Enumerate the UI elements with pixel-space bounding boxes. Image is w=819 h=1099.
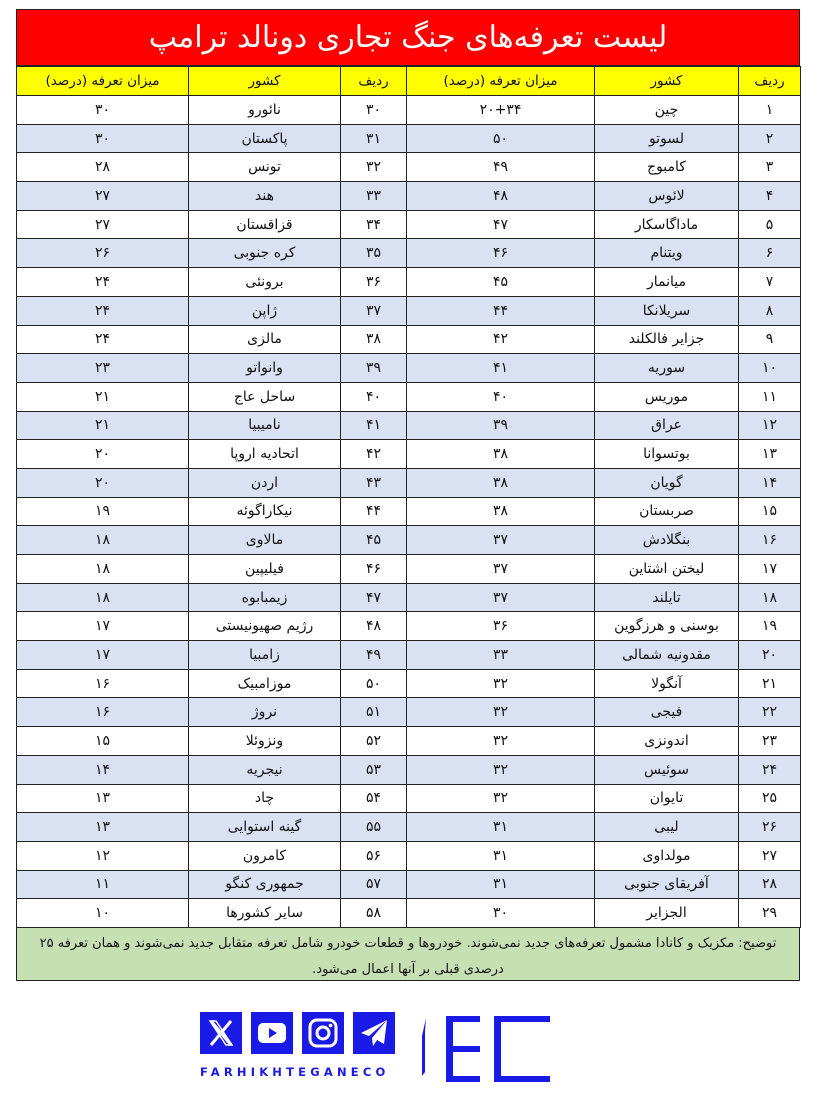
country-cell: نامیبیا [189, 411, 341, 440]
tariff-rate-cell: ۴۵ [407, 268, 595, 297]
country-cell: لیبی [595, 813, 739, 842]
table-row [17, 870, 801, 899]
country-cell: عراق [595, 411, 739, 440]
row-number-cell: ۵۶ [341, 841, 407, 870]
tariff-rate-cell: ۲۰ [17, 440, 189, 469]
footer-branding [200, 1012, 560, 1082]
tariff-rate-cell: ۱۳ [17, 784, 189, 813]
row-number-cell: ۲۹ [739, 899, 801, 928]
tariff-rate-cell: ۳۰ [407, 899, 595, 928]
table-row [17, 641, 801, 670]
tariff-rate-cell: ۱۶ [17, 669, 189, 698]
row-number-cell: ۱۹ [739, 612, 801, 641]
row-number-cell: ۳۸ [341, 325, 407, 354]
tariff-rate-cell: ۳۲ [407, 727, 595, 756]
country-cell: صربستان [595, 497, 739, 526]
row-number-cell: ۴۷ [341, 583, 407, 612]
tariff-rate-cell: ۳۲ [407, 784, 595, 813]
table-row [17, 182, 801, 211]
col-header-row-number: ردیف [341, 67, 407, 96]
country-cell: سوئیس [595, 755, 739, 784]
country-cell: نیکاراگوئه [189, 497, 341, 526]
table-row [17, 210, 801, 239]
tariff-rate-cell: ۲۰ [17, 468, 189, 497]
table-row [17, 411, 801, 440]
tariff-rate-cell: ۲۰+۳۴ [407, 96, 595, 125]
tariff-rate-cell: ۳۲ [407, 669, 595, 698]
tariff-sheet [16, 9, 800, 981]
col-header-rate: میزان تعرفه (درصد) [407, 67, 595, 96]
country-cell: نروژ [189, 698, 341, 727]
table-row [17, 382, 801, 411]
tariff-rate-cell: ۳۶ [407, 612, 595, 641]
country-cell: بوتسوانا [595, 440, 739, 469]
country-cell: تایوان [595, 784, 739, 813]
tariff-rate-cell: ۱۷ [17, 641, 189, 670]
table-row [17, 296, 801, 325]
col-header-country: کشور [189, 67, 341, 96]
row-number-cell: ۱۵ [739, 497, 801, 526]
tariff-rate-cell: ۲۱ [17, 411, 189, 440]
row-number-cell: ۸ [739, 296, 801, 325]
table-row [17, 268, 801, 297]
tariff-rate-cell: ۱۳ [17, 813, 189, 842]
country-cell: اندونزی [595, 727, 739, 756]
country-cell: میانمار [595, 268, 739, 297]
table-row [17, 239, 801, 268]
row-number-cell: ۴۰ [341, 382, 407, 411]
tariff-rate-cell: ۴۰ [407, 382, 595, 411]
row-number-cell: ۵۴ [341, 784, 407, 813]
table-row [17, 841, 801, 870]
tariff-rate-cell: ۳۰ [17, 96, 189, 125]
tariff-rate-cell: ۴۷ [407, 210, 595, 239]
country-cell: اتحادیه اروپا [189, 440, 341, 469]
country-cell: لیختن اشتاین [595, 555, 739, 584]
tariff-rate-cell: ۲۷ [17, 210, 189, 239]
tariff-rate-cell: ۱۷ [17, 612, 189, 641]
col-header-rate: میزان تعرفه (درصد) [17, 67, 189, 96]
table-row [17, 153, 801, 182]
tariff-rate-cell: ۲۷ [17, 182, 189, 211]
tariff-rate-cell: ۳۸ [407, 497, 595, 526]
row-number-cell: ۱۸ [739, 583, 801, 612]
tariff-rate-cell: ۳۲ [407, 698, 595, 727]
tariff-rate-cell: ۱۰ [17, 899, 189, 928]
instagram-icon[interactable] [302, 1012, 344, 1054]
tariff-rate-cell: ۴۸ [407, 182, 595, 211]
tariff-rate-cell: ۳۱ [407, 813, 595, 842]
row-number-cell: ۱۴ [739, 468, 801, 497]
tariff-rate-cell: ۳۷ [407, 555, 595, 584]
row-number-cell: ۱۷ [739, 555, 801, 584]
row-number-cell: ۳۱ [341, 124, 407, 153]
tariff-rate-cell: ۴۲ [407, 325, 595, 354]
country-cell: مالاوی [189, 526, 341, 555]
tariff-rate-cell: ۱۴ [17, 755, 189, 784]
row-number-cell: ۱۱ [739, 382, 801, 411]
country-cell: فیلیپین [189, 555, 341, 584]
country-cell: لسوتو [595, 124, 739, 153]
table-row [17, 727, 801, 756]
country-cell: چاد [189, 784, 341, 813]
country-cell: برونئی [189, 268, 341, 297]
country-cell: لائوس [595, 182, 739, 211]
tariff-rate-cell: ۱۱ [17, 870, 189, 899]
country-cell: ماداگاسکار [595, 210, 739, 239]
table-row [17, 555, 801, 584]
row-number-cell: ۲ [739, 124, 801, 153]
row-number-cell: ۹ [739, 325, 801, 354]
table-row [17, 497, 801, 526]
country-cell: ونزوئلا [189, 727, 341, 756]
row-number-cell: ۵۲ [341, 727, 407, 756]
country-cell: الجزایر [595, 899, 739, 928]
tariff-rate-cell: ۴۹ [407, 153, 595, 182]
row-number-cell: ۵۸ [341, 899, 407, 928]
row-number-cell: ۵ [739, 210, 801, 239]
row-number-cell: ۵۰ [341, 669, 407, 698]
country-cell: اردن [189, 468, 341, 497]
row-number-cell: ۴۵ [341, 526, 407, 555]
row-number-cell: ۵۱ [341, 698, 407, 727]
tariff-rate-cell: ۳۲ [407, 755, 595, 784]
country-cell: قزاقستان [189, 210, 341, 239]
table-row [17, 784, 801, 813]
telegram-icon[interactable] [353, 1012, 395, 1054]
row-number-cell: ۲۴ [739, 755, 801, 784]
row-number-cell: ۵۳ [341, 755, 407, 784]
table-row [17, 124, 801, 153]
row-number-cell: ۳ [739, 153, 801, 182]
country-cell: تونس [189, 153, 341, 182]
tariff-rate-cell: ۲۴ [17, 325, 189, 354]
country-cell: مقدونیه شمالی [595, 641, 739, 670]
row-number-cell: ۴۲ [341, 440, 407, 469]
country-cell: ویتنام [595, 239, 739, 268]
country-cell: مالزی [189, 325, 341, 354]
country-cell: کامرون [189, 841, 341, 870]
row-number-cell: ۳۰ [341, 96, 407, 125]
country-cell: آنگولا [595, 669, 739, 698]
country-cell: فیجی [595, 698, 739, 727]
tariff-rate-cell: ۵۰ [407, 124, 595, 153]
tariff-rate-cell: ۲۸ [17, 153, 189, 182]
tariff-rate-cell: ۴۱ [407, 354, 595, 383]
country-cell: مولداوی [595, 841, 739, 870]
row-number-cell: ۳۷ [341, 296, 407, 325]
tariff-table [16, 66, 801, 928]
country-cell: سریلانکا [595, 296, 739, 325]
sheet-title: لیست تعرفه‌های جنگ تجاری دونالد ترامپ [16, 9, 800, 66]
country-cell: آفریقای جنوبی [595, 870, 739, 899]
table-body [17, 96, 801, 928]
country-cell: بوسنی و هرزگوین [595, 612, 739, 641]
country-cell: چین [595, 96, 739, 125]
table-row [17, 813, 801, 842]
country-cell: زیمبابوه [189, 583, 341, 612]
row-number-cell: ۴۸ [341, 612, 407, 641]
country-cell: پاکستان [189, 124, 341, 153]
tariff-rate-cell: ۴۶ [407, 239, 595, 268]
tariff-rate-cell: ۳۷ [407, 583, 595, 612]
tariff-rate-cell: ۱۵ [17, 727, 189, 756]
row-number-cell: ۶ [739, 239, 801, 268]
table-row [17, 468, 801, 497]
country-cell: کامبوج [595, 153, 739, 182]
country-cell: هند [189, 182, 341, 211]
row-number-cell: ۲۲ [739, 698, 801, 727]
table-row [17, 669, 801, 698]
x-icon[interactable] [200, 1012, 242, 1054]
row-number-cell: ۱۰ [739, 354, 801, 383]
country-cell: جزایر فالکلند [595, 325, 739, 354]
row-number-cell: ۱۶ [739, 526, 801, 555]
table-header-row [17, 67, 801, 96]
country-cell: بنگلادش [595, 526, 739, 555]
row-number-cell: ۲۳ [739, 727, 801, 756]
country-cell: کره جنوبی [189, 239, 341, 268]
country-cell: گینه استوایی [189, 813, 341, 842]
row-number-cell: ۴ [739, 182, 801, 211]
tariff-rate-cell: ۱۸ [17, 555, 189, 584]
tariff-rate-cell: ۲۳ [17, 354, 189, 383]
tariff-rate-cell: ۳۹ [407, 411, 595, 440]
country-cell: رژیم صهیونیستی [189, 612, 341, 641]
row-number-cell: ۷ [739, 268, 801, 297]
tariff-rate-cell: ۱۹ [17, 497, 189, 526]
country-cell: نیجریه [189, 755, 341, 784]
row-number-cell: ۳۲ [341, 153, 407, 182]
tariff-rate-cell: ۳۰ [17, 124, 189, 153]
row-number-cell: ۲۰ [739, 641, 801, 670]
country-cell: نائورو [189, 96, 341, 125]
table-row [17, 583, 801, 612]
country-cell: موزامبیک [189, 669, 341, 698]
tariff-rate-cell: ۲۴ [17, 268, 189, 297]
row-number-cell: ۴۹ [341, 641, 407, 670]
row-number-cell: ۴۶ [341, 555, 407, 584]
country-cell: زامبیا [189, 641, 341, 670]
row-number-cell: ۳۶ [341, 268, 407, 297]
country-cell: وانواتو [189, 354, 341, 383]
ec-logo [418, 1012, 558, 1082]
row-number-cell: ۵۵ [341, 813, 407, 842]
tariff-rate-cell: ۳۱ [407, 841, 595, 870]
tariff-rate-cell: ۳۷ [407, 526, 595, 555]
tariff-rate-cell: ۴۴ [407, 296, 595, 325]
country-cell: سوریه [595, 354, 739, 383]
tariff-rate-cell: ۱۸ [17, 526, 189, 555]
table-row [17, 354, 801, 383]
table-row [17, 526, 801, 555]
tariff-rate-cell: ۲۶ [17, 239, 189, 268]
tariff-rate-cell: ۲۱ [17, 382, 189, 411]
tariff-rate-cell: ۱۸ [17, 583, 189, 612]
row-number-cell: ۲۸ [739, 870, 801, 899]
footnote: توضیح: مکزیک و کانادا مشمول تعرفه‌های جدید نمی‌شوند. خودروها و قطعات خودرو شامل تعرفه متقابل جدید نمی‌شوند و همان تعرفه ۲۵ درصدی قبلی بر آنها اعمال می‌شود. [16, 928, 800, 981]
country-cell: تایلند [595, 583, 739, 612]
country-cell: گویان [595, 468, 739, 497]
country-cell: ساحل عاج [189, 382, 341, 411]
tariff-rate-cell: ۱۲ [17, 841, 189, 870]
country-cell: ژاپن [189, 296, 341, 325]
row-number-cell: ۵۷ [341, 870, 407, 899]
table-row [17, 755, 801, 784]
col-header-country: کشور [595, 67, 739, 96]
row-number-cell: ۳۹ [341, 354, 407, 383]
row-number-cell: ۳۳ [341, 182, 407, 211]
tariff-rate-cell: ۲۴ [17, 296, 189, 325]
table-row [17, 440, 801, 469]
row-number-cell: ۲۵ [739, 784, 801, 813]
country-cell: جمهوری کنگو [189, 870, 341, 899]
youtube-icon[interactable] [251, 1012, 293, 1054]
country-cell: موریس [595, 382, 739, 411]
row-number-cell: ۳۴ [341, 210, 407, 239]
brand-name: FARHIKHTEGANECO [200, 1065, 390, 1079]
tariff-rate-cell: ۳۸ [407, 468, 595, 497]
country-cell: سایر کشورها [189, 899, 341, 928]
row-number-cell: ۱۲ [739, 411, 801, 440]
row-number-cell: ۲۶ [739, 813, 801, 842]
table-row [17, 612, 801, 641]
row-number-cell: ۲۷ [739, 841, 801, 870]
table-row [17, 96, 801, 125]
row-number-cell: ۲۱ [739, 669, 801, 698]
row-number-cell: ۴۳ [341, 468, 407, 497]
row-number-cell: ۴۱ [341, 411, 407, 440]
tariff-rate-cell: ۳۸ [407, 440, 595, 469]
row-number-cell: ۴۴ [341, 497, 407, 526]
row-number-cell: ۳۵ [341, 239, 407, 268]
col-header-row-number: ردیف [739, 67, 801, 96]
table-row [17, 698, 801, 727]
tariff-rate-cell: ۳۳ [407, 641, 595, 670]
table-row [17, 899, 801, 928]
tariff-rate-cell: ۳۱ [407, 870, 595, 899]
row-number-cell: ۱ [739, 96, 801, 125]
tariff-rate-cell: ۱۶ [17, 698, 189, 727]
table-row [17, 325, 801, 354]
row-number-cell: ۱۳ [739, 440, 801, 469]
